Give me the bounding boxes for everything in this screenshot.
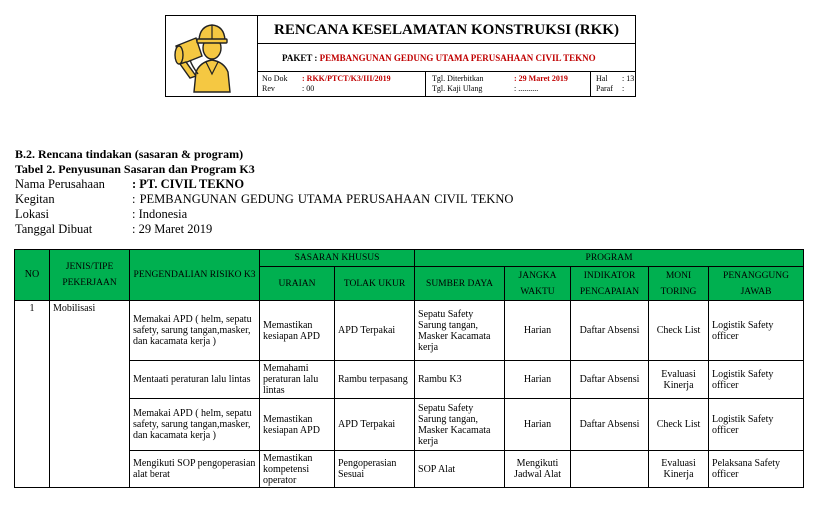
- header-monitoring: MONI TORING: [649, 267, 709, 301]
- rev-value: : 00: [302, 84, 315, 93]
- hal-label: Hal: [596, 74, 608, 83]
- cell-pengendalian: Memakai APD ( helm, sepatu safety, sarung tangan,masker, dan kacamata kerja ): [130, 399, 260, 451]
- page-cell: [591, 72, 635, 96]
- cell-no: 1: [15, 301, 50, 488]
- cell-sumber-daya: Sepatu Safety Sarung tangan, Masker Kacamata kerja: [415, 301, 505, 361]
- info-value: : Indonesia: [132, 207, 188, 221]
- paraf-value: :: [622, 84, 625, 93]
- header-jangka-waktu: JANGKA WAKTU: [505, 267, 571, 301]
- header-penanggung: PENANGGUNG JAWAB: [709, 267, 804, 301]
- header-sumber-daya: SUMBER DAYA: [415, 267, 505, 301]
- no-dok-value: : RKK/PTCT/K3/III/2019: [302, 74, 391, 83]
- tgl-diterbitkan-value: : 29 Maret 2019: [514, 74, 568, 83]
- tgl-kaji-label: Tgl. Kaji Ulang: [432, 84, 483, 93]
- table-row: [15, 399, 804, 451]
- info-label: Tanggal Dibuat: [15, 222, 93, 236]
- info-date: [15, 222, 212, 237]
- rev-label: Rev: [262, 84, 275, 93]
- cell-monitoring: Check List: [649, 399, 709, 451]
- table-row: [15, 361, 804, 399]
- cell-penanggung: Pelaksana Safety officer: [709, 451, 804, 488]
- header-sasaran: SASARAN KHUSUS: [260, 250, 415, 267]
- cell-jangka-waktu: Harian: [505, 399, 571, 451]
- document-header: [165, 15, 636, 97]
- info-label: Lokasi: [15, 207, 50, 221]
- cell-penanggung: Logistik Safety officer: [709, 301, 804, 361]
- cell-monitoring: Evaluasi Kinerja: [649, 361, 709, 399]
- cell-jangka-waktu: Mengikuti Jadwal Alat: [505, 451, 571, 488]
- tgl-kaji-value: : ..........: [514, 84, 539, 93]
- cell-tolak-ukur: APD Terpakai: [335, 399, 415, 451]
- program-table: [14, 249, 804, 488]
- info-company: [15, 177, 244, 192]
- document-title: RENCANA KESELAMATAN KONSTRUKSI (RKK): [258, 16, 635, 44]
- info-value: : PEMBANGUNAN GEDUNG UTAMA PERUSAHAAN CIVIL TEKNO: [132, 192, 514, 206]
- cell-sumber-daya: Sepatu Safety Sarung tangan, Masker Kacamata kerja: [415, 399, 505, 451]
- paraf-label: Paraf: [596, 84, 613, 93]
- cell-tolak-ukur: Pengoperasian Sesuai: [335, 451, 415, 488]
- cell-sumber-daya: SOP Alat: [415, 451, 505, 488]
- issue-date-cell: [426, 72, 591, 96]
- table-caption: Tabel 2. Penyusunan Sasaran dan Program K3: [15, 162, 255, 176]
- cell-pengendalian: Mentaati peraturan lalu lintas: [130, 361, 260, 399]
- table-row: [15, 451, 804, 488]
- cell-indikator: Daftar Absensi: [571, 361, 649, 399]
- table-header-row: [15, 250, 804, 267]
- header-pengendalian: PENGENDALIAN RISIKO K3: [130, 250, 260, 301]
- info-activity: [15, 192, 513, 207]
- cell-uraian: Memastikan kesiapan APD: [260, 301, 335, 361]
- tgl-diterbitkan-label: Tgl. Diterbitkan: [432, 74, 484, 83]
- logo-cell: [166, 16, 258, 96]
- header-jenis: JENIS/TIPE PEKERJAAN: [50, 250, 130, 301]
- cell-penanggung: Logistik Safety officer: [709, 399, 804, 451]
- section-heading: B.2. Rencana tindakan (sasaran & program): [15, 147, 244, 161]
- paket-line: [258, 44, 635, 72]
- header-no: NO: [15, 250, 50, 301]
- cell-monitoring: Evaluasi Kinerja: [649, 451, 709, 488]
- cell-monitoring: Check List: [649, 301, 709, 361]
- cell-uraian: Memahami peraturan lalu lintas: [260, 361, 335, 399]
- cell-jenis: Mobilisasi: [50, 301, 130, 488]
- info-label: Kegitan: [15, 192, 55, 206]
- header-program: PROGRAM: [415, 250, 804, 267]
- info-value: : PT. CIVIL TEKNO: [132, 177, 245, 191]
- cell-indikator: Daftar Absensi: [571, 399, 649, 451]
- doc-number-cell: [258, 72, 426, 96]
- no-dok-label: No Dok: [262, 74, 288, 83]
- table-row: [15, 301, 804, 361]
- info-location: [15, 207, 187, 222]
- cell-indikator: [571, 451, 649, 488]
- cell-jangka-waktu: Harian: [505, 301, 571, 361]
- cell-indikator: Daftar Absensi: [571, 301, 649, 361]
- hal-value: : 13: [622, 74, 635, 83]
- header-uraian: URAIAN: [260, 267, 335, 301]
- cell-tolak-ukur: Rambu terpasang: [335, 361, 415, 399]
- paket-value: PEMBANGUNAN GEDUNG UTAMA PERUSAHAAN CIVIL TEKNO: [319, 53, 596, 63]
- construction-worker-icon: [166, 16, 256, 94]
- cell-pengendalian: Mengikuti SOP pengoperasian alat berat: [130, 451, 260, 488]
- cell-penanggung: Logistik Safety officer: [709, 361, 804, 399]
- cell-sumber-daya: Rambu K3: [415, 361, 505, 399]
- info-label: Nama Perusahaan: [15, 177, 105, 191]
- header-tolak-ukur: TOLAK UKUR: [335, 267, 415, 301]
- cell-jangka-waktu: Harian: [505, 361, 571, 399]
- info-value: : 29 Maret 2019: [132, 222, 213, 236]
- cell-uraian: Memastikan kompetensi operator: [260, 451, 335, 488]
- cell-pengendalian: Memakai APD ( helm, sepatu safety, sarung tangan,masker, dan kacamata kerja ): [130, 301, 260, 361]
- header-indikator: INDIKATOR PENCAPAIAN: [571, 267, 649, 301]
- paket-label: PAKET :: [282, 53, 320, 63]
- cell-uraian: Memastikan kesiapan APD: [260, 399, 335, 451]
- cell-tolak-ukur: APD Terpakai: [335, 301, 415, 361]
